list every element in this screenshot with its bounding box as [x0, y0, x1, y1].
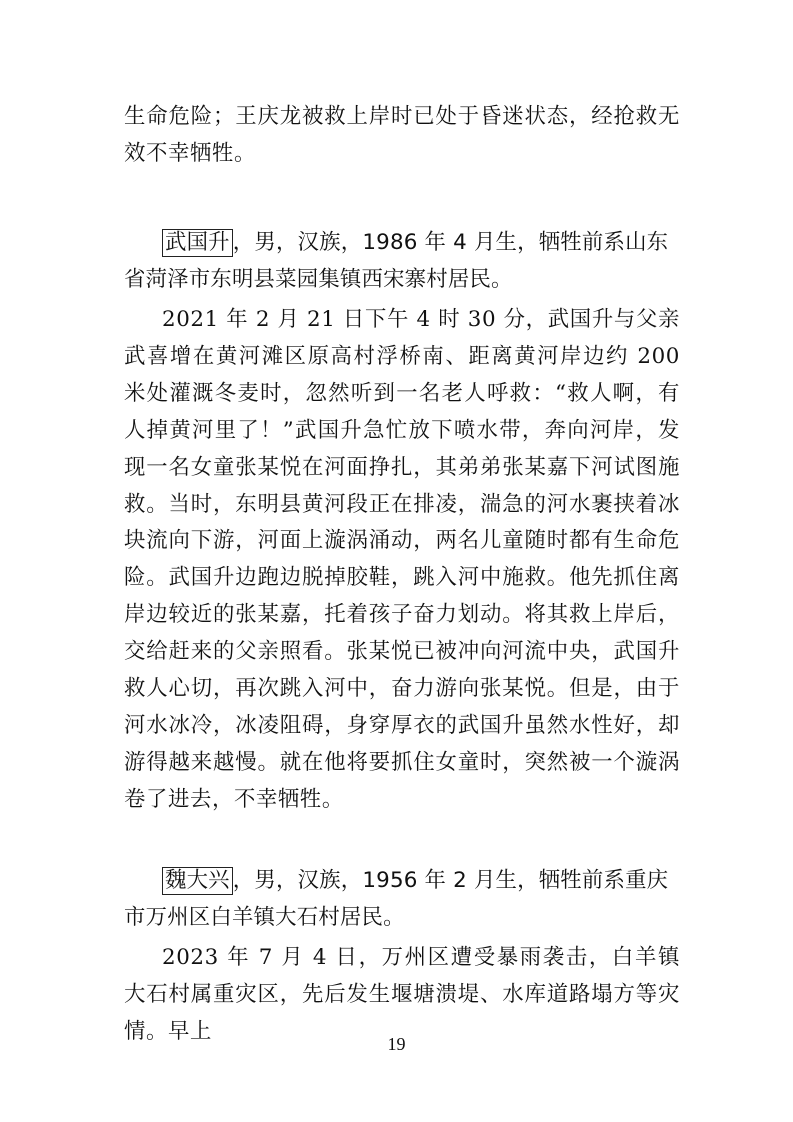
paragraph-wei-daxing-story: 2023 年 7 月 4 日，万州区遭受暴雨袭击，白羊镇大石村属重灾区，先后发生堰塘溃堤、水库道路塌方等灾情。早上: [124, 945, 680, 1044]
section-heading-wei-daxing: [124, 862, 680, 936]
paragraph-wu-guosheng-story: 2021 年 2 月 21 日下午 4 时 30 分，武国升与父亲武喜增在黄河滩区原高村浮桥南、距离黄河岸边约 200 米处灌溉冬麦时，忽然听到一名老人呼救：“救人啊，有人掉黄河里了！”武国升急忙放下喷水带，奔向河岸，发现一名女童张某悦在河面挣扎，其弟弟张某嘉下河试图施救。当时，东明县黄河段正在排凌，湍急的河水裹挟着冰块流向下游，河面上漩涡涌动，两名儿童随时都有生命危险。武国升边跑边脱掉胶鞋，跳入河中施救。他先抓住离岸边较近的张某嘉，托着孩子奋力划动。将其救上岸后，交给赶来的父亲照看。张某悦已被冲向河流中央，武国升救人心切，再次跳入河中，奋力游向张某悦。但是，由于河水冰冷，冰凌阻碍，身穿厚衣的武国升虽然水性好，却游得越来越慢。就在他将要抓住女童时，突然被一个漩涡卷了进去，不幸牺牲。: [124, 307, 680, 812]
heading-details-wei-daxing: ，男，汉族，1956 年 2 月生，牺牲前系重庆市万州区白羊镇大石村居民。: [124, 868, 669, 930]
page-number: 19: [387, 1034, 406, 1054]
paragraph-continuation: 生命危险；王庆龙被救上岸时已处于昏迷状态，经抢救无效不幸牺牲。: [124, 104, 680, 166]
heading-details-wu-guosheng: ，男，汉族，1986 年 4 月生，牺牲前系山东省菏泽市东明县菜园集镇西宋寨村居民。: [124, 230, 669, 292]
name-box-wu-guosheng: 武国升: [162, 229, 233, 257]
section-heading-wu-guosheng: [124, 224, 680, 298]
name-box-wei-daxing: 魏大兴: [162, 867, 233, 895]
